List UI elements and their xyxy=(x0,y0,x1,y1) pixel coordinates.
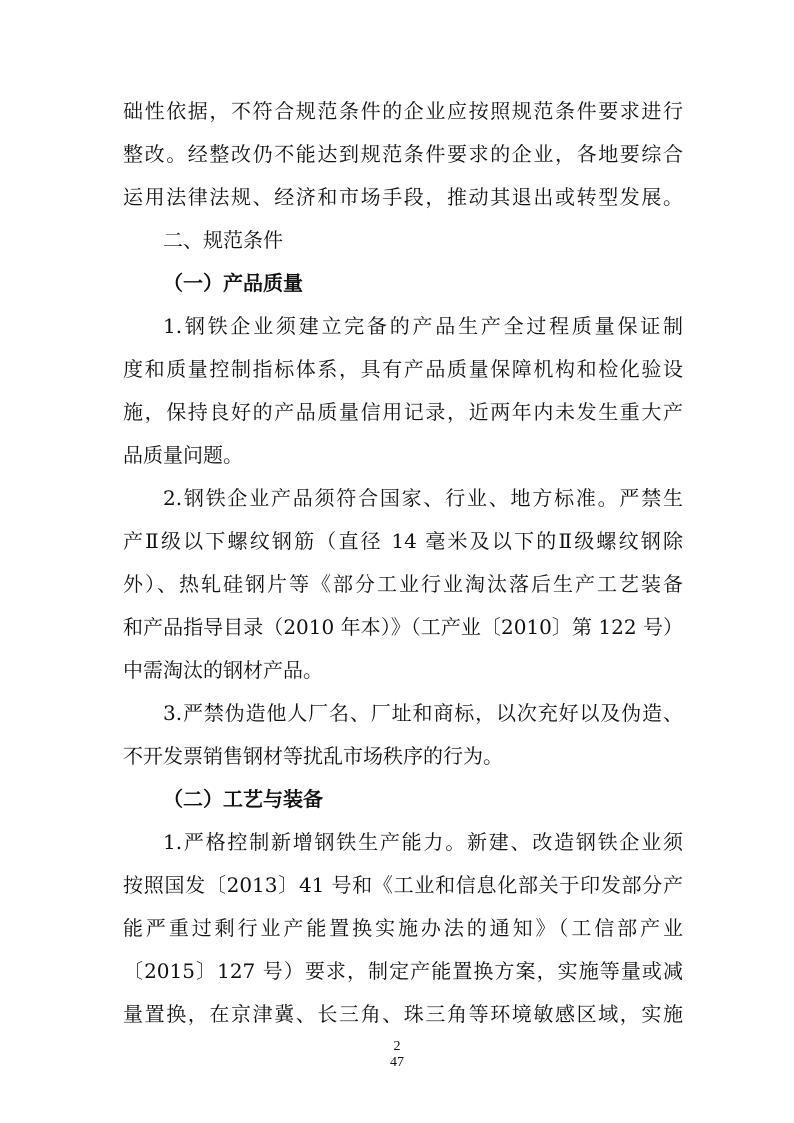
paragraph-line: 施，保持良好的产品质量信用记录，近两年内未发生重大产 xyxy=(123,400,683,424)
paragraph-line: 不开发票销售钢材等扰乱市场秩序的行为。 xyxy=(123,744,503,768)
document-body xyxy=(123,90,683,1036)
paragraph-line: 础性依据，不符合规范条件的企业应按照规范条件要求进行 xyxy=(123,99,683,123)
paragraph-line: 按照国发〔2013〕41 号和《工业和信息化部关于印发部分产 xyxy=(123,873,683,897)
paragraph-line: 2.钢铁企业产品须符合国家、行业、地方标准。严禁生 xyxy=(163,486,683,510)
paragraph-line: 能严重过剩行业产能置换实施办法的通知》（工信部产业 xyxy=(123,916,683,940)
section-heading: 二、规范条件 xyxy=(163,228,283,252)
paragraph-line: 和产品指导目录（2010 年本）》（工产业〔2010〕第 122 号） xyxy=(123,615,683,639)
paragraph-line: 运用法律法规、经济和市场手段，推动其退出或转型发展。 xyxy=(123,185,683,209)
paragraph-line: 1.严格控制新增钢铁生产能力。新建、改造钢铁企业须 xyxy=(163,830,683,854)
paragraph-line: 量置换，在京津冀、长三角、珠三角等环境敏感区域，实施 xyxy=(123,1002,683,1026)
paragraph-line: 外）、热轧硅钢片等《部分工业行业淘汰落后生产工艺装备 xyxy=(123,572,683,596)
paragraph-line: 产Ⅱ级以下螺纹钢筋（直径 14 毫米及以下的Ⅱ级螺纹钢除 xyxy=(123,529,683,553)
paragraph-line: 整改。经整改仍不能达到规范条件要求的企业，各地要综合 xyxy=(123,142,683,166)
paragraph-line: 品质量问题。 xyxy=(123,443,243,467)
page-number: 2 xyxy=(393,1039,401,1054)
paragraph-line: 度和质量控制指标体系，具有产品质量保障机构和检化验设 xyxy=(123,357,683,381)
paragraph-line: 1.钢铁企业须建立完备的产品生产全过程质量保证制 xyxy=(163,314,683,338)
page-number-total: 47 xyxy=(390,1055,404,1070)
paragraph-line: 中需淘汰的钢材产品。 xyxy=(123,658,323,682)
paragraph-line: 3.严禁伪造他人厂名、厂址和商标，以次充好以及伪造、 xyxy=(163,701,683,725)
paragraph-line: 〔2015〕127 号）要求，制定产能置换方案，实施等量或减 xyxy=(123,959,683,983)
subsection-heading: （二）工艺与装备 xyxy=(163,787,323,811)
subsection-heading: （一）产品质量 xyxy=(163,271,303,295)
